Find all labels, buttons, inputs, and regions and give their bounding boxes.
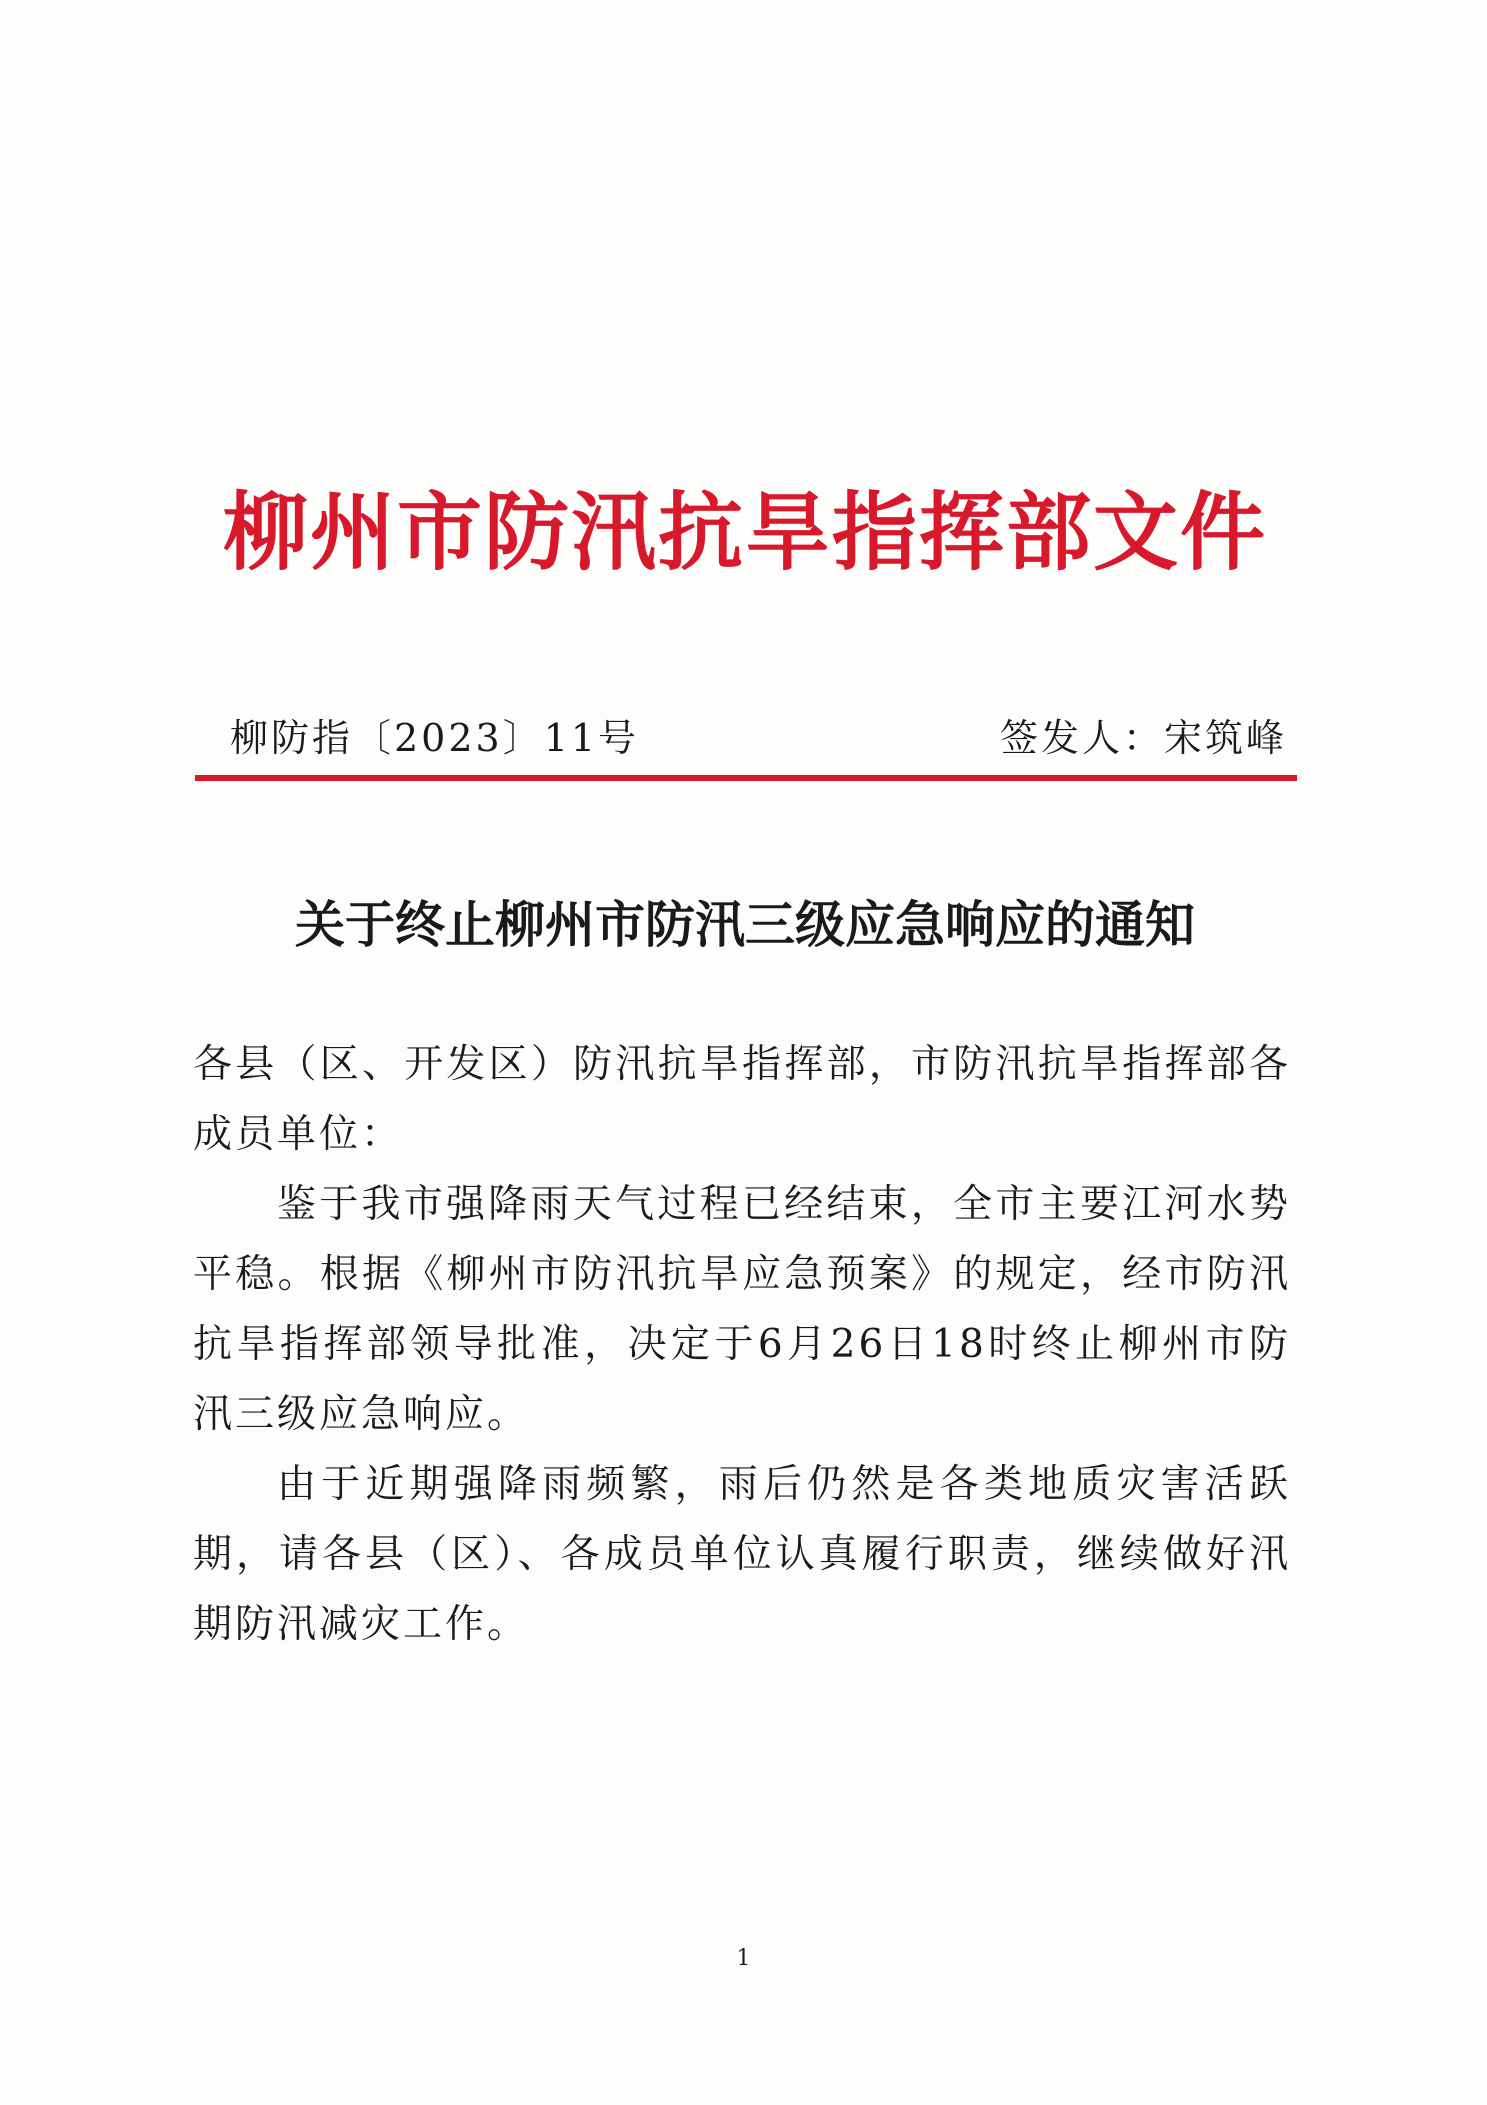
body-paragraph: 鉴于我市强降雨天气过程已经结束，全市主要江河水势平稳。根据《柳州市防汛抗旱应急预案》的规定，经市防汛抗旱指挥部领导批准，决定于6月26日18时终止柳州市防汛三级应急响应。 — [193, 1182, 1291, 1437]
document-number: 柳防指〔2023〕11号 — [230, 716, 640, 760]
page-number: 1 — [736, 1946, 751, 1971]
document-meta — [230, 708, 1287, 768]
document-header: 柳州市防汛抗旱指挥部文件 — [222, 483, 1267, 583]
body-paragraph: 由于近期强降雨频繁，雨后仍然是各类地质灾害活跃期，请各县（区）、各成员单位认真履行职责，继续做好汛期防汛减灾工作。 — [193, 1462, 1291, 1647]
red-separator-line — [195, 775, 1297, 781]
issuer-signature: 签发人：宋筑峰 — [999, 716, 1287, 760]
salutation: 各县（区、开发区）防汛抗旱指挥部，市防汛抗旱指挥部各成员单位： — [193, 1042, 1291, 1157]
notice-body — [193, 1030, 1291, 1660]
notice-title: 关于终止柳州市防汛三级应急响应的通知 — [295, 895, 1195, 954]
